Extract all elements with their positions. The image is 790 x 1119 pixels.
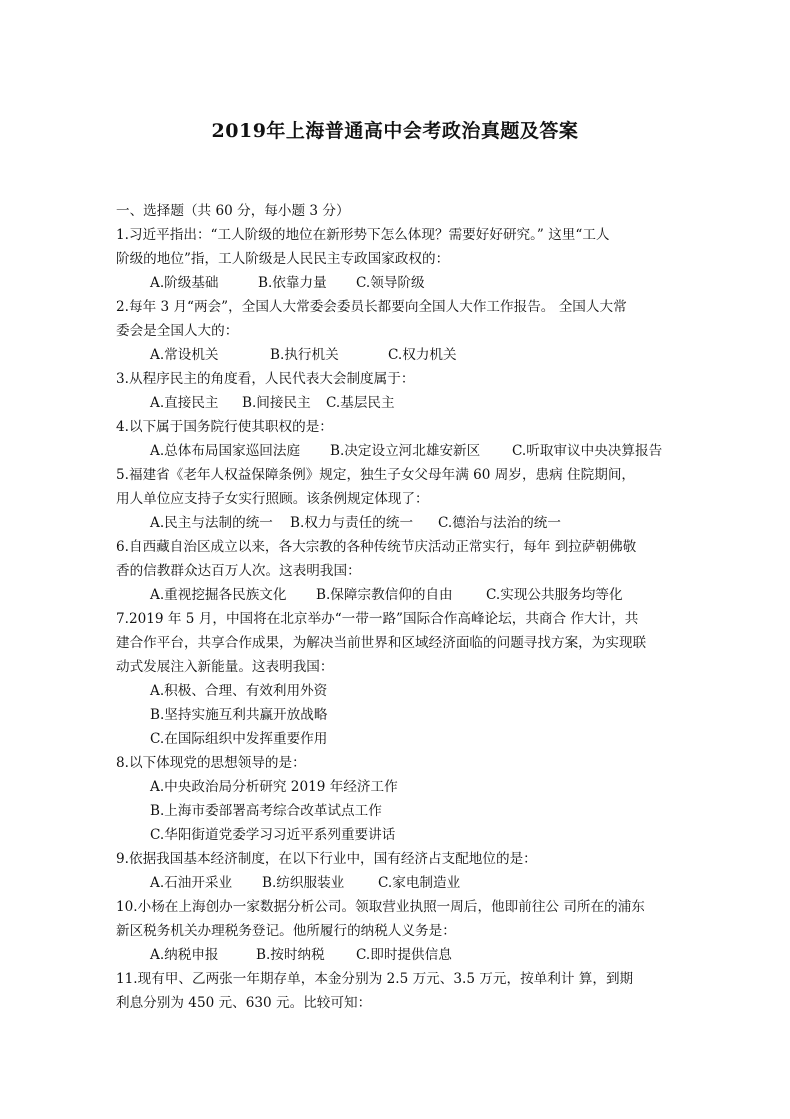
question-7-text-cont2: 动式发展注入新能量。这表明我国： bbox=[116, 659, 334, 675]
option-a: A.阶级基础 bbox=[150, 275, 219, 291]
question-5-text: 5.福建省《老年人权益保障条例》规定，独生子女父母年满 60 周岁，患病 住院期间， bbox=[116, 467, 636, 483]
question-3-text: 3.从程序民主的角度看，人民代表大会制度属于： bbox=[116, 371, 415, 387]
question-10-options bbox=[116, 943, 676, 967]
option-a: A.总体布局国家巡回法庭 bbox=[150, 443, 301, 459]
question-1-text: 1.习近平指出：“工人阶级的地位在新形势下怎么体现？需要好好研究。” 这里“工人 bbox=[116, 227, 610, 243]
option-b: B.执行机关 bbox=[270, 347, 339, 363]
question-list bbox=[116, 199, 676, 1015]
option-b: B.纺织服装业 bbox=[262, 875, 345, 891]
question-9-options bbox=[116, 871, 676, 895]
question-2-text: 2.每年 3 月“两会”，全国人大常委会委员长都要向全国人大作工作报告。 全国人大常 bbox=[116, 299, 627, 315]
question-11-text-cont: 利息分别为 450 元、630 元。比较可知： bbox=[116, 995, 372, 1011]
question-7-text-cont: 建合作平台，共享合作成果，为解决当前世界和区域经济面临的问题寻找方案，为实现联 bbox=[116, 635, 647, 651]
question-8-text: 8.以下体现党的思想领导的是： bbox=[116, 755, 306, 771]
option-b: B.间接民主 bbox=[242, 395, 311, 411]
option-a: A.常设机关 bbox=[150, 347, 219, 363]
option-c: C.家电制造业 bbox=[378, 875, 461, 891]
question-8-option-b: B.上海市委部署高考综合改革试点工作 bbox=[150, 803, 382, 819]
question-7-option-b: B.坚持实施互利共赢开放战略 bbox=[150, 707, 328, 723]
question-5-text-cont: 用人单位应支持子女实行照顾。该条例规定体现了： bbox=[116, 491, 429, 507]
question-7-option-c: C.在国际组织中发挥重要作用 bbox=[150, 731, 328, 747]
question-2-options bbox=[116, 343, 676, 367]
question-10-text-cont: 新区税务机关办理税务登记。他所履行的纳税人义务是： bbox=[116, 923, 456, 939]
option-b: B.保障宗教信仰的自由 bbox=[316, 587, 453, 603]
option-b: B.权力与责任的统一 bbox=[290, 515, 414, 531]
option-c: C.基层民主 bbox=[326, 395, 395, 411]
question-1-options bbox=[116, 271, 676, 295]
question-11-text: 11.现有甲、乙两张一年期存单，本金分别为 2.5 万元、3.5 万元，按单利计 算，到期 bbox=[116, 971, 634, 987]
option-a: A.纳税申报 bbox=[150, 947, 219, 963]
question-5-options bbox=[116, 511, 676, 535]
question-6-text-cont: 香的信教群众达百万人次。这表明我国： bbox=[116, 563, 361, 579]
question-7-option-a: A.积极、合理、有效利用外资 bbox=[150, 683, 328, 699]
option-a: A.石油开采业 bbox=[150, 875, 233, 891]
option-a: A.民主与法制的统一 bbox=[150, 515, 273, 531]
option-c: C.领导阶级 bbox=[356, 275, 425, 291]
question-1-text-cont: 阶级的地位”指，工人阶级是人民民主专政国家政权的： bbox=[116, 251, 450, 267]
question-6-options bbox=[116, 583, 676, 607]
question-6-text: 6.自西藏自治区成立以来，各大宗教的各种传统节庆活动正常实行，每年 到拉萨朝佛敬 bbox=[116, 539, 637, 555]
question-4-options bbox=[116, 439, 676, 463]
option-c: C.即时提供信息 bbox=[356, 947, 452, 963]
option-a: A.直接民主 bbox=[150, 395, 219, 411]
option-b: B.依靠力量 bbox=[258, 275, 327, 291]
option-b: B.按时纳税 bbox=[256, 947, 325, 963]
option-a: A.重视挖掘各民族文化 bbox=[150, 587, 287, 603]
question-8-option-a: A.中央政治局分析研究 2019 年经济工作 bbox=[150, 779, 398, 795]
document-title: 2019年上海普通高中会考政治真题及答案 bbox=[211, 120, 579, 142]
question-2-text-cont: 委会是全国人大的： bbox=[116, 323, 239, 339]
question-7-text: 7.2019 年 5 月，中国将在北京举办“一带一路”国际合作高峰论坛，共商合 作大计，共 bbox=[116, 611, 639, 627]
option-c: C.权力机关 bbox=[388, 347, 457, 363]
question-10-text: 10.小杨在上海创办一家数据分析公司。领取营业执照一周后，他即前往公 司所在的浦东 bbox=[116, 899, 645, 915]
question-4-text: 4.以下属于国务院行使其职权的是： bbox=[116, 419, 333, 435]
option-c: C.听取审议中央决算报告 bbox=[512, 443, 663, 459]
question-8-option-c: C.华阳街道党委学习习近平系列重要讲话 bbox=[150, 827, 396, 843]
option-c: C.实现公共服务均等化 bbox=[486, 587, 623, 603]
question-9-text: 9.依据我国基本经济制度，在以下行业中，国有经济占支配地位的是： bbox=[116, 851, 537, 867]
option-b: B.决定设立河北雄安新区 bbox=[330, 443, 481, 459]
question-3-options bbox=[116, 391, 676, 415]
section-heading: 一、选择题（共 60 分，每小题 3 分） bbox=[116, 203, 350, 219]
option-c: C.德治与法治的统一 bbox=[438, 515, 561, 531]
